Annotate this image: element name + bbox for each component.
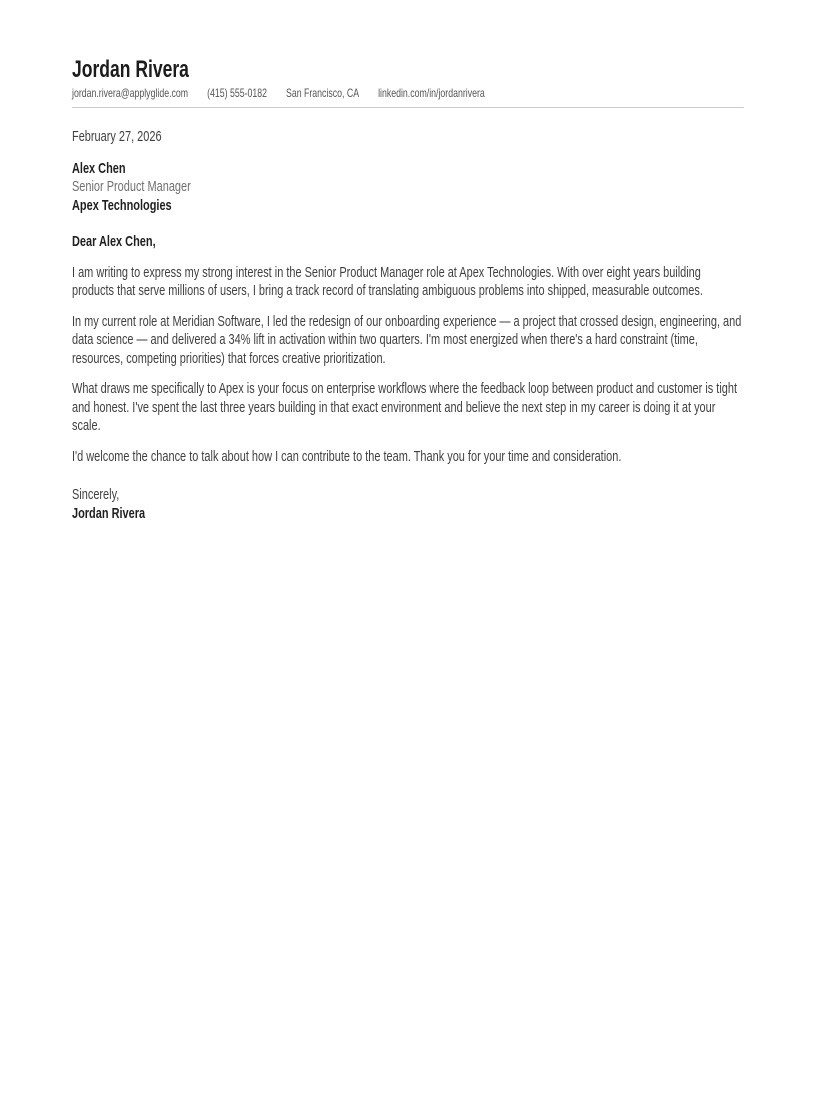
header-divider — [72, 107, 744, 108]
location-text: San Francisco, CA — [286, 85, 360, 100]
body-paragraph-3: What draws me specifically to Apex is your focus on enterprise workflows where the feedback loop between product and customer is tight and honest. I've spent the last three years building in that exact environment and believe the next step in my career is doing it at your scale. — [72, 380, 737, 435]
contact-info-row — [72, 85, 744, 102]
closing-block — [72, 486, 744, 523]
linkedin-text: linkedin.com/in/jordanrivera — [378, 85, 485, 100]
recipient-company: Apex Technologies — [72, 196, 172, 214]
letter-content — [72, 56, 744, 523]
valediction: Sincerely, — [72, 486, 120, 504]
body-paragraph-4: I'd welcome the chance to talk about how I can contribute to the team. Thank you for your time and consideration. — [72, 447, 622, 465]
email-text: jordan.rivera@applyglide.com — [72, 85, 189, 100]
recipient-block — [72, 160, 744, 216]
body-paragraph-1: I am writing to express my strong interest in the Senior Product Manager role at Apex Technologies. With over eight years building products that serve millions of users, I bring a track record of translating ambiguous problems into shipped, measurable outcomes. — [72, 263, 703, 300]
recipient-name: Alex Chen — [72, 159, 126, 177]
body-paragraph-2: In my current role at Meridian Software, I led the redesign of our onboarding experience — a project that crossed design, engineering, and data science — and delivered a 34% lift in activation within two quarters. I'm most energized when there's a hard constraint (time, resources, competing priorities) that forces creative prioritization. — [72, 312, 742, 367]
salutation: Dear Alex Chen, — [72, 233, 156, 251]
letter-date: February 27, 2026 — [72, 128, 162, 146]
signature-name: Jordan Rivera — [72, 504, 146, 522]
recipient-title: Senior Product Manager — [72, 178, 191, 196]
phone-text: (415) 555-0182 — [207, 85, 268, 100]
applicant-name-heading: Jordan Rivera — [72, 56, 189, 83]
